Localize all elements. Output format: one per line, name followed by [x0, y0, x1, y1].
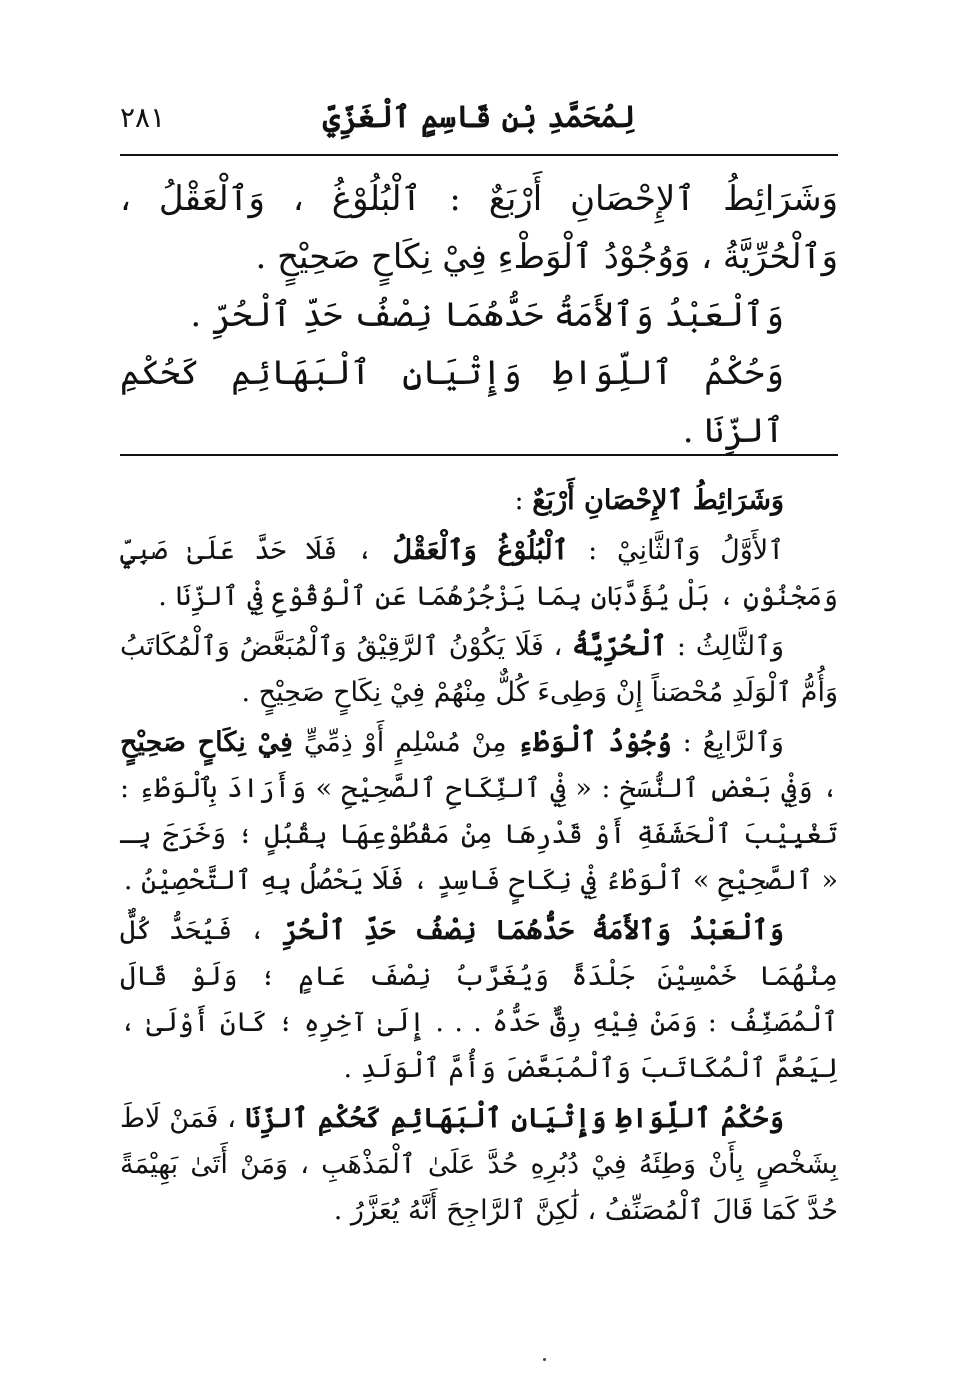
- page-number: ٢٨١: [120, 101, 166, 134]
- commentary-text: ، فَيُحَدُّ كُلٌّ مِنْهُمَا خَمْسِيْنَ جَلْدَةً وَيُغَرَّبُ نِصْفَ عَامٍ ؛ وَلَوْ قَالَ ٱلْمُصَنِّفُ : وَمَنْ فِيْهِ رِقٌّ حَدُّهُ . . . إِلَىٰ آخِرِهِ ؛ كَانَ أَوْلَىٰ ، لِيَعُمَّ ٱلْمُكَاتَبَ وَٱلْمُبَعَّضَ وَأُمَّ ٱلْوَلَدِ .: [120, 915, 838, 1084]
- separator-rule: [120, 454, 838, 456]
- commentary-text: ، فَلَا حَدَّ عَلَىٰ صَبِيٍّ وَمَجْنُوْنٍ ، بَلْ يُؤَدَّبَانِ بِمَا يَزْجُرُهُمَا عَنِ ٱلْوُقُوْعِ فِيْ ٱلزِّنَا .: [120, 535, 838, 612]
- commentary-text: ، وَفِيْ بَعْضِ ٱلنُّسَخِ : « فِيْ ٱلنِّكَاحِ ٱلصَّحِيْحِ » وَأَرَادَ بِٱلْوَطْءِ : تَغْيِيْبَ ٱلْحَشَفَةِ أَوْ قَدْرِهَا مِنْ مَقْطُوْعِهَا بِقُبُلٍ ؛ وَخَرَجَ بِـ « ٱلصَّحِيْحِ » ٱلْوَطْءُ فِيْ نِكَاحٍ فَاسِدٍ ، فَلَا يَحْصُلُ بِهِ ٱلتَّحْصِيْنُ .: [120, 773, 838, 896]
- sharh-paragraph: [120, 624, 838, 716]
- matn-text: [120, 170, 838, 460]
- matn-quote: فِيْ نِكَاحٍ صَحِيْحٍ: [120, 727, 293, 758]
- commentary-text: ٱلأَوَّلُ وَٱلثَّانِيْ :: [568, 535, 785, 566]
- matn-paragraph: وَٱلْعَبْدُ وَٱلأَمَةُ حَدُّهُمَا نِصْفُ حَدِّ ٱلْحُرِّ .: [190, 295, 784, 335]
- matn-quote: وُجُوْدُ ٱلْوَطْءِ: [517, 727, 672, 758]
- commentary-text: وَٱلثَّالِثُ :: [667, 631, 785, 662]
- matn-paragraph: وَشَرَائِطُ ٱلإِحْصَانِ أَرْبَعٌ : ٱلْبُلُوْغُ ، وَٱلْعَقْلُ ، وَٱلْحُرِّيَّةُ ، وَوُجُوْدُ ٱلْوَطْءِ فِيْ نِكَاحٍ صَحِيْحٍ .: [120, 179, 838, 277]
- footer-dot: [543, 1358, 546, 1361]
- matn-quote: ٱلْبُلُوْغُ وَٱلْعَقْلُ: [392, 535, 569, 566]
- header-rule: [120, 154, 838, 156]
- matn-quote: وَشَرَائِطُ ٱلإِحْصَانِ أَرْبَعٌ: [532, 485, 784, 516]
- matn-quote: ٱلْحُرِّيَّةُ: [572, 631, 668, 662]
- running-title: لِمُحَمَّدِ بْنِ قَاسِمٍ ٱلْغَزِّيِّ: [322, 100, 636, 135]
- sharh-paragraph: [120, 908, 838, 1092]
- sharh-text: [120, 478, 838, 1238]
- matn-quote: وَحُكْمُ ٱللِّوَاطِ وَإِتْيَانِ ٱلْبَهَائِمِ كَحُكْمِ ٱلزِّنَا: [244, 1103, 784, 1134]
- commentary-text: مِنْ مُسْلِمٍ أَوْ ذِمِّيٍّ: [292, 727, 518, 758]
- sharh-paragraph: [120, 720, 838, 904]
- commentary-text: ، فَلَا يَكُوْنُ ٱلرَّقِيْقُ وَٱلْمُبَعَّضُ وَٱلْمُكَاتَبُ وَأُمُّ ٱلْوَلَدِ مُحْصَناً إِنْ وَطِىءَ كُلٌّ مِنْهُمْ فِيْ نِكَاحٍ صَحِيْحٍ .: [120, 631, 838, 708]
- sharh-paragraph: [120, 478, 838, 524]
- matn-quote: وَٱلْعَبْدُ وَٱلأَمَةُ حَدُّهُمَا نِصْفُ حَدِّ ٱلْحُرِّ: [282, 915, 784, 946]
- commentary-text: ، فَمَنْ لَاطَ بِشَخْصٍ بِأَنْ وَطِئَهُ فِيْ دُبُرِهِ حُدَّ عَلَىٰ ٱلْمَذْهَبِ ، وَمَنْ أَتَىٰ بَهِيْمَةً حُدَّ كَمَا قَالَ ٱلْمُصَنِّفُ ، لَٰكِنَّ ٱلرَّاجِحَ أَنَّهُ يُعَزَّرُ .: [120, 1103, 838, 1226]
- commentary-text: :: [514, 485, 533, 516]
- matn-paragraph: وَحُكْمُ ٱللِّوَاطِ وَإِتْيَانِ ٱلْبَهَائِمِ كَحُكْمِ ٱلزِّنَا .: [120, 353, 784, 451]
- commentary-text: وَٱلرَّابِعُ :: [671, 727, 784, 758]
- page-header: [120, 98, 838, 144]
- sharh-paragraph: [120, 528, 838, 620]
- sharh-paragraph: [120, 1096, 838, 1234]
